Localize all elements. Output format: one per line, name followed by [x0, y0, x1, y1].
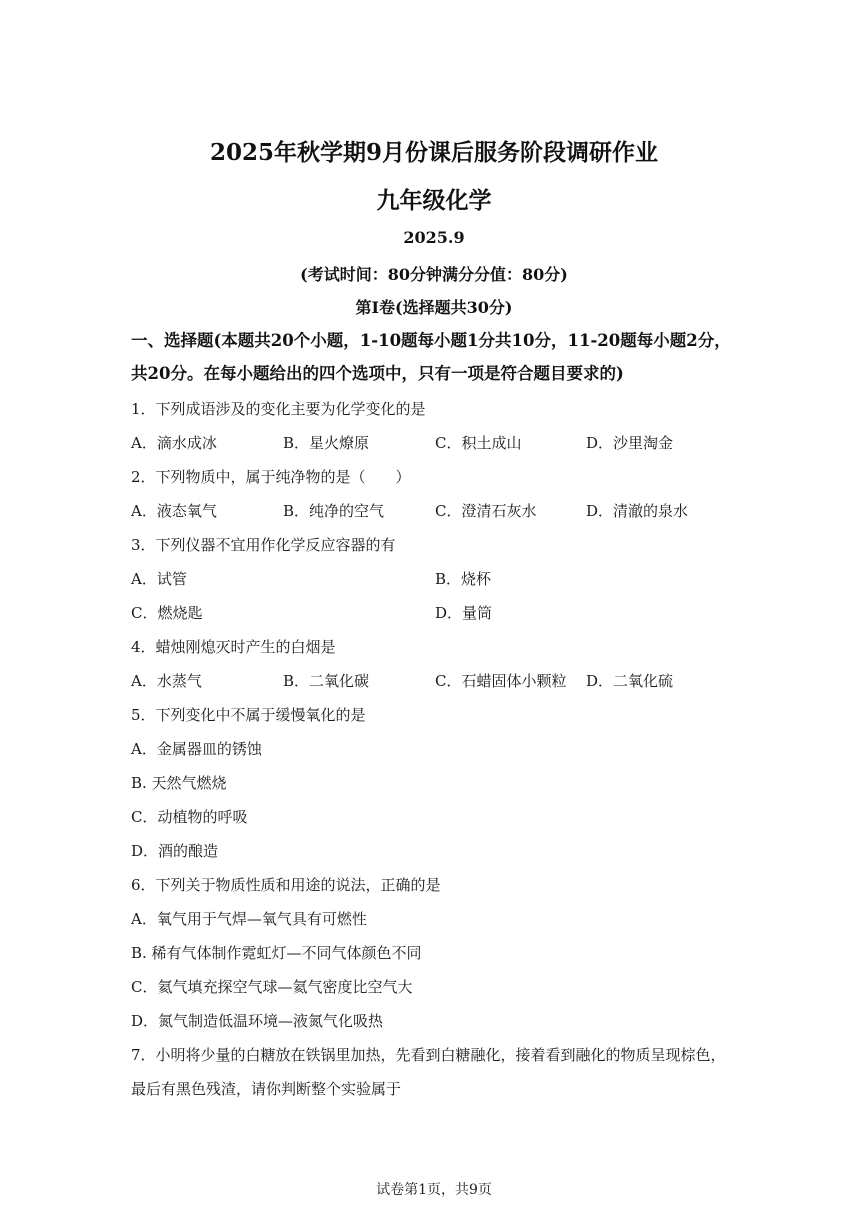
question-2-stem: 2．下列物质中，属于纯净物的是（ ） — [131, 468, 411, 486]
question-1-option-b: B．星火燎原 — [283, 434, 370, 452]
exam-info: (考试时间：80分钟满分分值：80分) — [300, 265, 568, 284]
question-3-stem: 3．下列仪器不宜用作化学反应容器的有 — [131, 536, 396, 554]
section-heading-line-2: 共20分。在每小题给出的四个选项中，只有一项是符合题目要求的) — [131, 364, 624, 383]
question-6-option-c: C．氦气填充探空气球—氦气密度比空气大 — [131, 978, 413, 996]
question-4-option-a: A．水蒸气 — [131, 672, 202, 690]
question-5-option-b: B. 天然气燃烧 — [131, 774, 227, 792]
question-5-option-d: D．酒的酿造 — [131, 842, 219, 860]
exam-date: 2025.9 — [403, 228, 465, 247]
section-heading-line-1: 一、选择题(本题共20个小题，1-10题每小题1分共10分，11-20题每小题2分， — [131, 331, 731, 350]
question-6-option-d: D．氮气制造低温环境—液氮气化吸热 — [131, 1012, 384, 1030]
question-2-option-d: D．清澈的泉水 — [586, 502, 689, 520]
question-7-stem-line-2: 最后有黑色残渣，请你判断整个实验属于 — [131, 1080, 402, 1098]
question-4-option-d: D．二氧化硫 — [586, 672, 674, 690]
question-3-option-a: A．试管 — [131, 570, 187, 588]
question-4-stem: 4．蜡烛刚熄灭时产生的白烟是 — [131, 638, 336, 656]
question-1-option-c: C．积土成山 — [435, 434, 522, 452]
question-5-stem: 5．下列变化中不属于缓慢氧化的是 — [131, 706, 366, 724]
question-4-option-c: C．石蜡固体小颗粒 — [435, 672, 567, 690]
question-6-option-a: A．氧气用于气焊—氧气具有可燃性 — [131, 910, 367, 928]
question-1-stem: 1．下列成语涉及的变化主要为化学变化的是 — [131, 400, 426, 418]
question-5-option-a: A．金属器皿的锈蚀 — [131, 740, 262, 758]
question-2-option-b: B．纯净的空气 — [283, 502, 385, 520]
question-4-option-b: B．二氧化碳 — [283, 672, 370, 690]
exam-title: 2025年秋学期9月份课后服务阶段调研作业 — [209, 139, 659, 166]
question-6-stem: 6．下列关于物质性质和用途的说法，正确的是 — [131, 876, 441, 894]
question-5-option-c: C．动植物的呼吸 — [131, 808, 248, 826]
volume-title: 第Ⅰ卷(选择题共30分) — [355, 298, 513, 317]
question-7-stem-line-1: 7．小明将少量的白糖放在铁锅里加热，先看到白糖融化，接着看到融化的物质呈现棕色， — [131, 1046, 726, 1064]
question-1-option-a: A．滴水成冰 — [131, 434, 217, 452]
question-3-option-d: D．量筒 — [435, 604, 493, 622]
question-2-option-a: A．液态氧气 — [131, 502, 217, 520]
page-footer: 试卷第1页，共9页 — [376, 1182, 492, 1198]
question-1-option-d: D．沙里淘金 — [586, 434, 674, 452]
question-3-option-c: C．燃烧匙 — [131, 604, 203, 622]
question-3-option-b: B．烧杯 — [435, 570, 492, 588]
subject-title: 九年级化学 — [376, 187, 492, 214]
question-2-option-c: C．澄清石灰水 — [435, 502, 537, 520]
question-6-option-b: B. 稀有气体制作霓虹灯—不同气体颜色不同 — [131, 944, 422, 962]
